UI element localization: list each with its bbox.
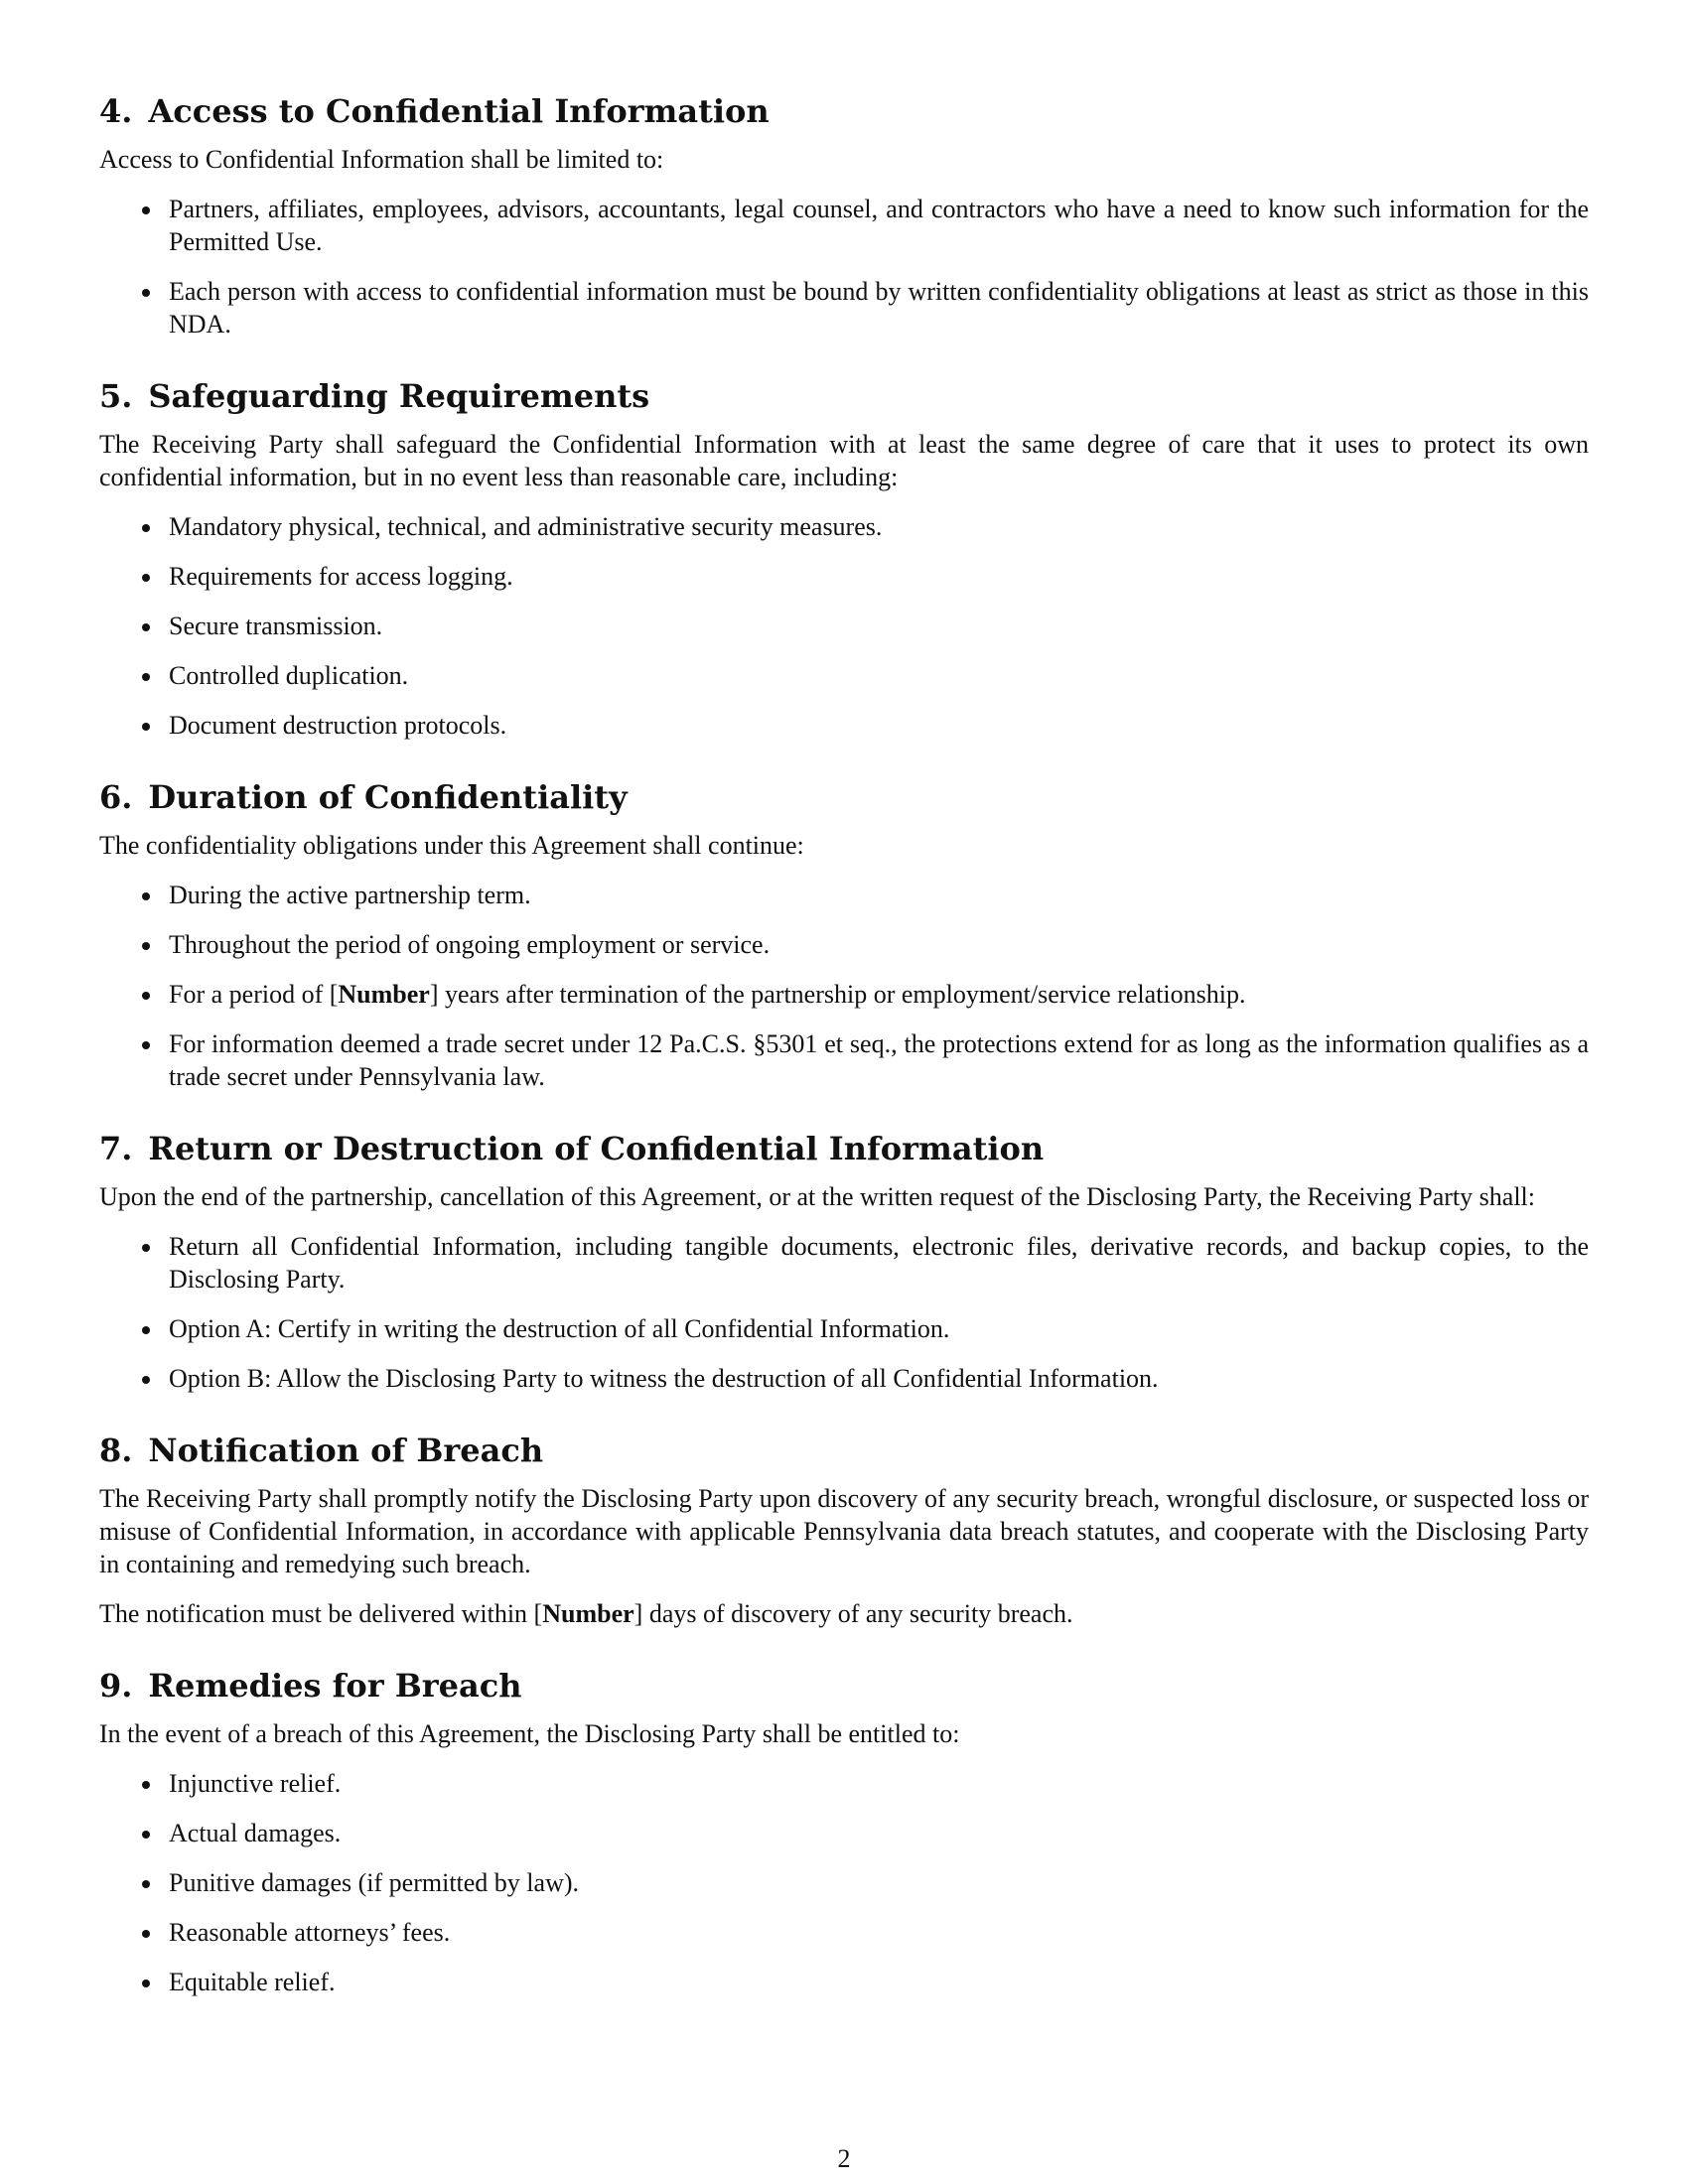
section-heading <box>99 1666 1589 1706</box>
list-item: Option A: Certify in writing the destruction of all Confidential Information. <box>169 1312 1589 1345</box>
section-heading <box>99 777 1589 817</box>
section-title: Return or Destruction of Confidential Information <box>148 1130 1045 1167</box>
section-4 <box>99 91 1589 341</box>
section-paragraph <box>99 1597 1589 1630</box>
section-title: Safeguarding Requirements <box>148 377 650 415</box>
list-item: Document destruction protocols. <box>169 709 1589 742</box>
section-heading <box>99 1129 1589 1168</box>
section-intro: Access to Confidential Information shall be limited to: <box>99 145 664 174</box>
list-item: Secure transmission. <box>169 610 1589 642</box>
page-number: 2 <box>837 2144 851 2173</box>
section-number: 4. <box>99 92 133 130</box>
para-text: ] days of discovery of any security breach. <box>633 1599 1073 1628</box>
section-paragraph: The Receiving Party shall promptly notify the Disclosing Party upon discovery of any security breach, wrongful disclosure, or suspected loss or misuse of Confidential Information, in accordance with applicable Pennsylvania data breach statutes, and cooperate with the Disclosing Party in containing and remedying such breach. <box>99 1484 1589 1578</box>
section-7 <box>99 1129 1589 1395</box>
bullet-list <box>99 193 1589 341</box>
list-item: Controlled duplication. <box>169 659 1589 692</box>
list-item: During the active partnership term. <box>169 879 1589 911</box>
list-item: Option B: Allow the Disclosing Party to witness the destruction of all Confidential Information. <box>169 1362 1589 1395</box>
section-heading <box>99 1431 1589 1470</box>
para-text: The notification must be delivered within [ <box>99 1599 543 1628</box>
section-title: Notification of Breach <box>148 1432 544 1469</box>
section-title: Remedies for Breach <box>148 1667 522 1705</box>
list-item: Reasonable attorneys’ fees. <box>169 1916 1589 1949</box>
number-placeholder: Number <box>542 1599 634 1628</box>
list-item <box>169 978 1589 1011</box>
list-item: For information deemed a trade secret under 12 Pa.C.S. §5301 et seq., the protections extend for as long as the information qualifies as a trade secret under Pennsylvania law. <box>169 1029 1589 1091</box>
document-page <box>99 91 1589 2034</box>
bullet-list <box>99 879 1589 1093</box>
list-item: Throughout the period of ongoing employment or service. <box>169 928 1589 961</box>
section-title: Duration of Confidentiality <box>148 778 628 816</box>
item-text: ] years after termination of the partnership or employment/service relationship. <box>429 980 1246 1009</box>
section-heading <box>99 376 1589 416</box>
section-title: Access to Confidential Information <box>148 92 770 130</box>
section-9 <box>99 1666 1589 1998</box>
list-item: Return all Confidential Information, including tangible documents, electronic files, derivative records, and backup copies, to the Disclosing Party. <box>169 1232 1589 1294</box>
section-intro: Upon the end of the partnership, cancellation of this Agreement, or at the written request of the Disclosing Party, the Receiving Party shall: <box>99 1182 1535 1211</box>
bullet-list <box>99 510 1589 742</box>
item-text: For a period of [ <box>169 980 339 1009</box>
list-item: Punitive damages (if permitted by law). <box>169 1866 1589 1899</box>
list-item: Requirements for access logging. <box>169 560 1589 593</box>
section-number: 9. <box>99 1667 133 1705</box>
list-item: Partners, affiliates, employees, advisors, accountants, legal counsel, and contractors who have a need to know such information for the Permitted Use. <box>169 195 1589 256</box>
list-item: Injunctive relief. <box>169 1767 1589 1800</box>
number-placeholder: Number <box>338 980 430 1009</box>
bullet-list <box>99 1767 1589 1998</box>
list-item: Actual damages. <box>169 1817 1589 1849</box>
list-item: Equitable relief. <box>169 1966 1589 1998</box>
section-6 <box>99 777 1589 1093</box>
section-number: 5. <box>99 377 133 415</box>
section-intro: In the event of a breach of this Agreement, the Disclosing Party shall be entitled to: <box>99 1719 960 1748</box>
list-item: Mandatory physical, technical, and administrative security measures. <box>169 510 1589 543</box>
section-intro: The confidentiality obligations under this Agreement shall continue: <box>99 831 804 860</box>
section-number: 6. <box>99 778 133 816</box>
bullet-list <box>99 1230 1589 1395</box>
section-number: 7. <box>99 1130 133 1167</box>
section-8 <box>99 1431 1589 1630</box>
section-5 <box>99 376 1589 742</box>
section-intro: The Receiving Party shall safeguard the Confidential Information with at least the same degree of care that it uses to protect its own confidential information, but in no event less than reasonable care, including: <box>99 430 1589 491</box>
list-item: Each person with access to confidential information must be bound by written confidentiality obligations at least as strict as those in this NDA. <box>169 277 1589 339</box>
section-number: 8. <box>99 1432 133 1469</box>
section-heading <box>99 91 1589 131</box>
